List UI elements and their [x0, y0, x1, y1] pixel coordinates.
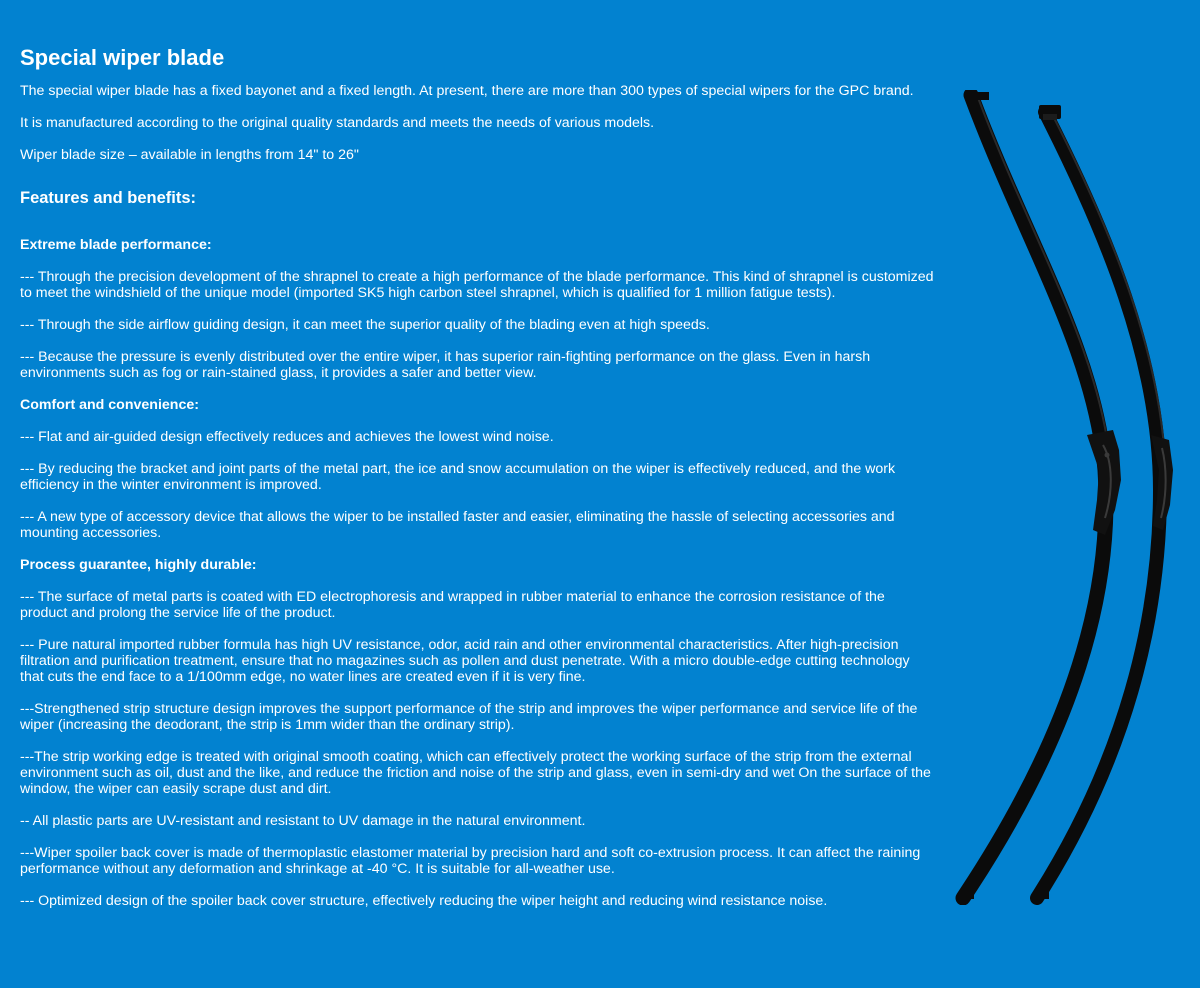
intro-paragraph: It is manufactured according to the original quality standards and meets the needs of various models.	[20, 115, 655, 131]
feature-item: -- All plastic parts are UV-resistant and resistant to UV damage in the natural environment.	[20, 813, 586, 829]
intro-paragraph: Wiper blade size – available in lengths from 14" to 26"	[20, 147, 359, 163]
features-heading: Features and benefits:	[20, 189, 197, 207]
feature-item: --- Flat and air-guided design effectively reduces and achieves the lowest wind noise.	[20, 429, 554, 445]
feature-item: ---Strengthened strip structure design improves the support performance of the strip and improves the wiper performance and service life of the wiper (increasing the deodorant, the strip is 1mm wider than the ordinary strip).	[20, 701, 918, 733]
section-heading: Process guarantee, highly durable:	[20, 557, 257, 573]
page-title: Special wiper blade	[20, 45, 225, 70]
intro-paragraph: The special wiper blade has a fixed bayonet and a fixed length. At present, there are more than 300 types of special wipers for the GPC brand.	[20, 83, 914, 99]
wiper-connector	[1087, 430, 1121, 535]
feature-item: --- Pure natural imported rubber formula has high UV resistance, odor, acid rain and other environmental characteristics. After high-precision filtration and purification treatment, ensure that no magazines such as pollen and dust penetrate. With a micro double-edge cutting technology that cuts the end face to a 1/100mm edge, no water lines are created even if it is very fine.	[20, 637, 910, 685]
feature-item: --- Optimized design of the spoiler back cover structure, effectively reducing the wiper height and reducing wind resistance noise.	[20, 893, 828, 909]
section-heading: Comfort and convenience:	[20, 397, 199, 413]
wiper-blades-image	[955, 90, 1180, 905]
feature-item: --- The surface of metal parts is coated with ED electrophoresis and wrapped in rubber material to enhance the corrosion resistance of the product and prolong the service life of the product.	[20, 589, 885, 621]
section-durability	[20, 557, 935, 909]
feature-item: --- Through the side airflow guiding design, it can meet the superior quality of the blading even at high speeds.	[20, 317, 710, 333]
feature-item: --- By reducing the bracket and joint parts of the metal part, the ice and snow accumulation on the wiper is effectively reduced, and the work efficiency in the winter environment is improved.	[20, 461, 896, 493]
section-blade-performance	[20, 237, 935, 381]
article	[20, 44, 935, 925]
feature-item: --- Through the precision development of the shrapnel to create a high performance of the blade performance. This kind of shrapnel is customized to meet the windshield of the unique model (imported SK5 high carbon steel shrapnel, which is qualified for 1 million fatigue tests).	[20, 269, 934, 301]
feature-item: --- A new type of accessory device that allows the wiper to be installed faster and easier, eliminating the hassle of selecting accessories and mounting accessories.	[20, 509, 895, 541]
feature-item: ---The strip working edge is treated with original smooth coating, which can effectively protect the working surface of the strip from the external environment such as oil, dust and the like, and reduce the friction and noise of the strip and glass, even in semi-dry and wet On the surface of the window, the wiper can easily scrape dust and dirt.	[20, 749, 931, 797]
section-comfort	[20, 397, 935, 541]
section-heading: Extreme blade performance:	[20, 237, 212, 253]
feature-item: ---Wiper spoiler back cover is made of thermoplastic elastomer material by precision hard and soft co-extrusion process. It can affect the raining performance without any deformation and shrinkage at -40 °C. It is suitable for all-weather use.	[20, 845, 921, 877]
feature-item: --- Because the pressure is evenly distributed over the entire wiper, it has superior rain-fighting performance on the glass. Even in harsh environments such as fog or rain-stained glass, it provides a safer and better view.	[20, 349, 871, 381]
